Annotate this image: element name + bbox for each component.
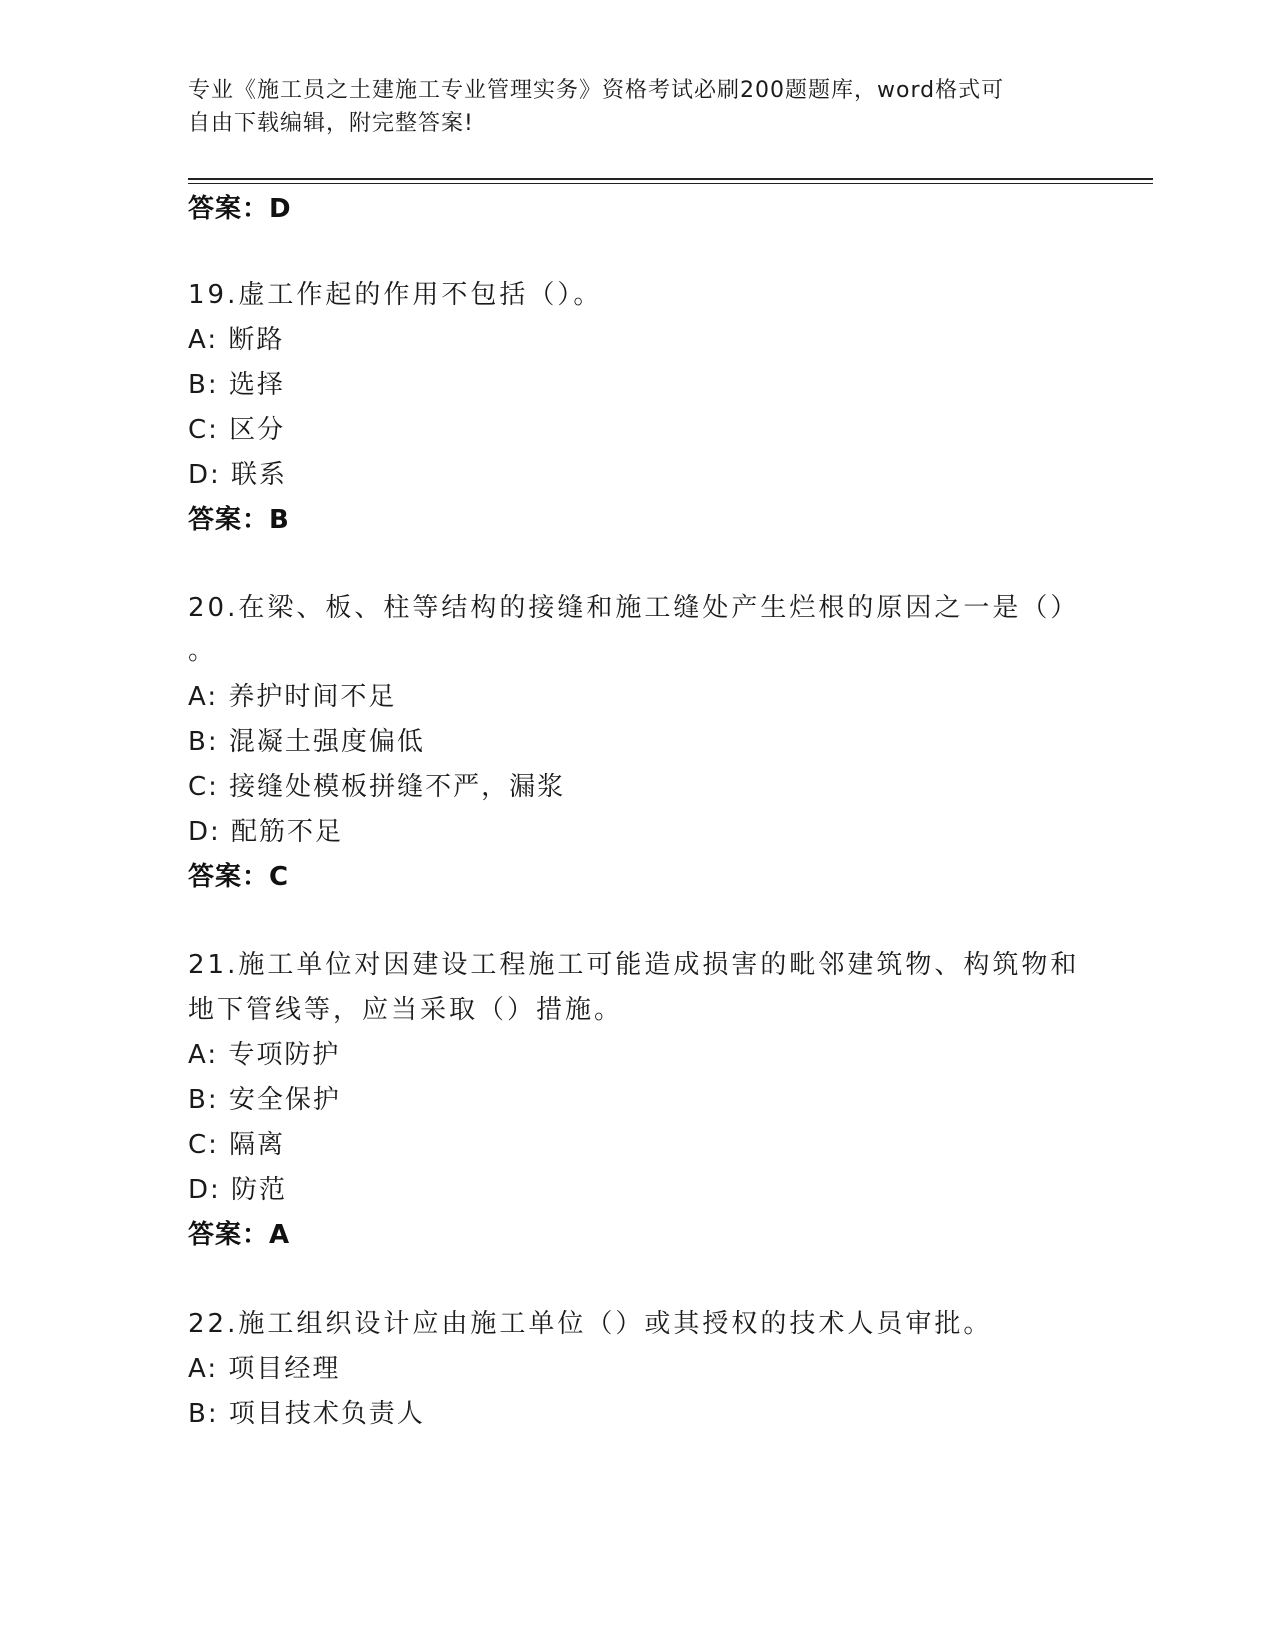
q19-option-c: C: 区分 [188,415,286,445]
q22-option-a: A: 项目经理 [188,1354,341,1384]
q20-option-c: C: 接缝处模板拼缝不严，漏浆 [188,772,566,802]
q19-option-b: B: 选择 [188,370,285,400]
q19-option-a: A: 断路 [188,325,285,355]
q21-option-b: B: 安全保护 [188,1085,341,1115]
answer-previous: 答案：D [188,194,292,224]
q20-option-b: B: 混凝土强度偏低 [188,727,425,757]
q20-answer: 答案：C [188,862,290,892]
header-rule [188,178,1153,184]
question-20-line-2: 。 [188,636,217,666]
q21-option-c: C: 隔离 [188,1130,286,1160]
q22-option-b: B: 项目技术负责人 [188,1399,425,1429]
q21-option-d: D: 防范 [188,1175,288,1205]
header-line-2: 自由下载编辑，附完整答案! [188,111,474,136]
header-line-1: 专业《施工员之土建施工专业管理实务》资格考试必刷200题题库，word格式可 [188,78,1005,103]
q21-answer: 答案：A [188,1220,291,1250]
q20-option-d: D: 配筋不足 [188,817,344,847]
question-20: 20.在梁、板、柱等结构的接缝和施工缝处产生烂根的原因之一是（） [188,593,1080,623]
question-22: 22.施工组织设计应由施工单位（）或其授权的技术人员审批。 [188,1309,993,1339]
q21-option-a: A: 专项防护 [188,1040,341,1070]
question-21: 21.施工单位对因建设工程施工可能造成损害的毗邻建筑物、构筑物和 [188,950,1080,980]
q19-option-d: D: 联系 [188,460,288,490]
question-19: 19.虚工作起的作用不包括（）。 [188,280,603,310]
q20-option-a: A: 养护时间不足 [188,682,397,712]
page-header [188,74,1068,140]
question-21-line-2: 地下管线等，应当采取（）措施。 [188,995,624,1025]
q19-answer: 答案：B [188,505,290,535]
